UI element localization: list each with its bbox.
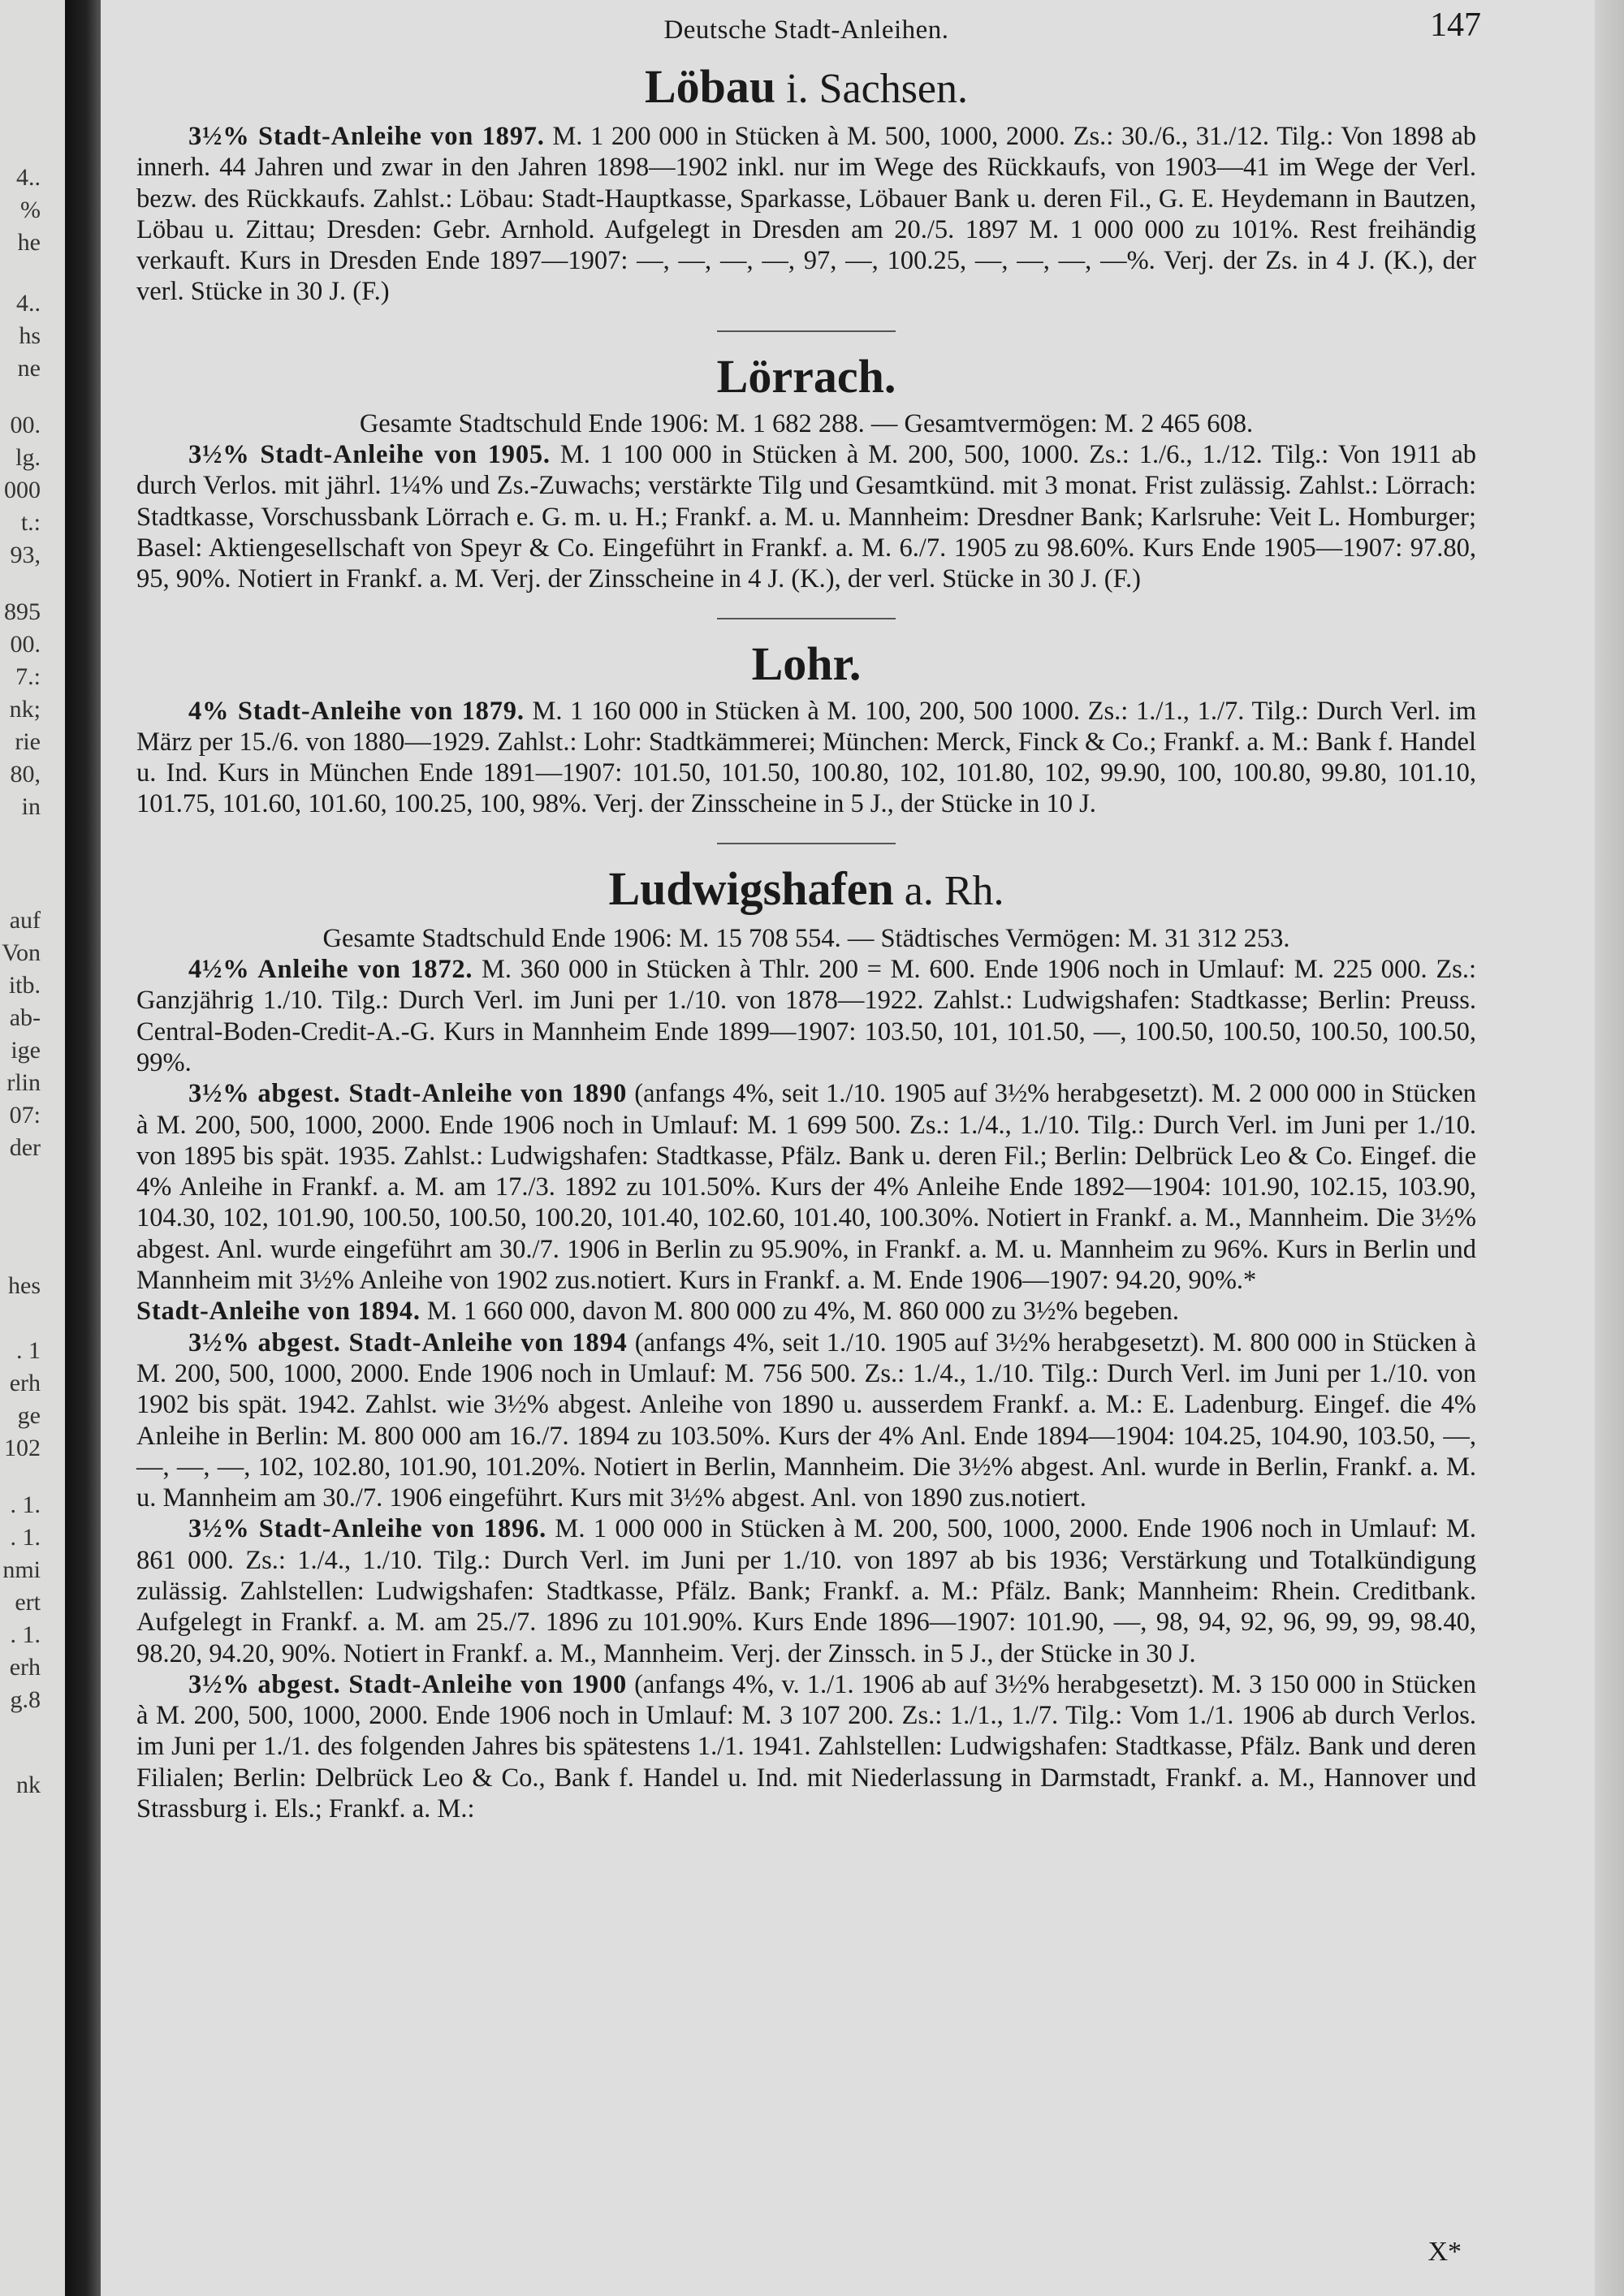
margin-fragment: 895 (4, 598, 41, 625)
margin-fragment: . 1 (16, 1337, 41, 1364)
margin-fragment: . 1. (10, 1621, 41, 1648)
loan-details: M. 360 000 in Stücken à Thlr. 200 = M. 600. Ende 1906 noch in Umlauf: M. 225 000. Zs.: Ganzjährig 1./10. Tilg.: Durch Verl. im Juni per 1./10. von 1878—1922. Zahlst.: Ludwigshafen: Stadtkasse; Berlin: Preuss. Central-Boden-Credit-A.-G. Kurs in Mannheim Ende 1899—1907: 103.50, 101, 101.50, —, 100.50, 100.50, 100.50, 100.50, 99%. (136, 955, 1476, 1077)
adjacent-page-fragment (0, 0, 65, 2296)
running-head (136, 6, 1481, 54)
loan-heading: 3½% Stadt-Anleihe von 1897. (188, 122, 545, 151)
margin-fragment: 102 (4, 1435, 41, 1461)
margin-fragment: 4.. (16, 290, 41, 317)
margin-fragment: 000 (4, 477, 41, 503)
loan-heading: 4% Stadt-Anleihe von 1879. (188, 696, 525, 726)
margin-fragment: t.: (20, 509, 41, 536)
margin-fragment: hes (8, 1272, 41, 1299)
margin-fragment: ige (11, 1037, 41, 1064)
margin-fragment: g.8 (10, 1686, 41, 1713)
margin-fragment: 00. (10, 631, 41, 658)
margin-fragment: 4.. (16, 164, 41, 191)
section-divider (717, 843, 896, 844)
margin-fragment: nmi (2, 1556, 41, 1583)
loan-entry (136, 1327, 1476, 1514)
margin-fragment: 80, (10, 761, 41, 788)
margin-fragment: auf (9, 907, 41, 934)
loan-details: (anfangs 4%, v. 1./1. 1906 ab auf 3½% herabgesetzt). M. 3 150 000 in Stücken à M. 200, 500, 1000, 2000. Ende 1906 noch in Umlauf: M. 3 107 200. Zs.: 1./1., 1./7. Tilg.: Vom 1./1. 1906 ab durch Verlos. im Juni per 1./1. des folgenden Jahres bis spätestens 1./1. 1941. Zahlstellen: Ludwigshafen: Stadtkasse, Pfälz. Bank und deren Filialen; Berlin: Delbrück Leo & Co., Bank f. Handel u. Ind. mit Niederlassung in Darmstadt, Frankf. a. M., Hannover und Strassburg i. Els.; Frankf. a. M.: (136, 1669, 1476, 1824)
margin-fragment: lg. (15, 444, 41, 471)
loan-heading: 3½% abgest. Stadt-Anleihe von 1890 (188, 1079, 628, 1109)
page-edge-shadow (1595, 0, 1624, 2296)
margin-fragment: he (17, 229, 41, 256)
margin-fragment: 93, (10, 542, 41, 568)
loan-details: M. 1 200 000 in Stücken à M. 500, 1000, 2000. Zs.: 30./6., 31./12. Tilg.: Von 1898 ab innerh. 44 Jahren und zwar in den Jahren 1898—1902 inkl. nur im Wege des Rückkaufs, von 1903—41 im Wege der Verl. bezw. des Rückkaufs. Zahlst.: Löbau: Stadt-Hauptkasse, Sparkasse, Löbauer Bank u. deren Fil., G. E. Heydemann in Bautzen, Löbau u. Zittau; Dresden: Gebr. Arnhold. Aufgelegt in Dresden am 20./5. 1897 M. 1 000 000 zu 101%. Rest freihändig verkauft. Kurs in Dresden Ende 1897—1907: —, —, —, —, 97, —, 100.25, —, —, —, —%. Verj. der Zs. in 4 J. (K.), der verl. Stücke in 30 J. (F.) (136, 122, 1477, 307)
margin-fragment: . 1. (10, 1524, 41, 1551)
loan-details: M. 1 000 000 in Stücken à M. 200, 500, 1000, 2000. Ende 1906 noch in Umlauf: M. 861 000. Zs.: 1./4., 1./10. Tilg.: Durch Verl. im Juni per 1./10. von 1897 ab bis 1936; Verstärkung und Totalkündigung zulässig. Zahlstellen: Ludwigshafen: Stadtkasse, Pfälz. Bank; Frankf. a. M.: Pfälz. Bank; Mannheim: Rhein. Creditbank. Aufgelegt in Frankf. a. M. am 25./7. 1896 zu 101.90%. Kurs Ende 1896—1907: 101.90, —, 98, 94, 92, 96, 99, 99, 98.40, 98.20, 94.20, 90%. Notiert in Frankf. a. M., Mannheim. Verj. der Zinssch. in 5 J., der Stücke in 30 J. (136, 1514, 1476, 1668)
section-title (136, 862, 1476, 918)
section-title-text: Löbau (644, 60, 776, 113)
book-page (101, 0, 1624, 2296)
margin-fragment: ge (17, 1402, 41, 1429)
section-title (136, 350, 1476, 404)
margin-fragment: in (21, 793, 41, 820)
loan-entry (136, 954, 1476, 1078)
margin-fragment: rie (15, 728, 41, 755)
margin-fragment: . 1. (10, 1491, 41, 1518)
margin-fragment: ab- (9, 1004, 41, 1031)
margin-fragment: erh (9, 1370, 41, 1396)
loan-entry (136, 1078, 1476, 1296)
signature-mark: X* (1427, 2237, 1462, 2267)
margin-fragment: nk; (9, 696, 41, 723)
section-title-suffix: a. Rh. (893, 867, 1004, 914)
margin-fragment: 00. (10, 412, 41, 438)
margin-fragment: itb. (8, 972, 41, 999)
section-title-suffix: i. Sachsen. (775, 66, 969, 112)
margin-fragment: nk (16, 1772, 41, 1798)
margin-fragment: 07: (9, 1102, 41, 1129)
margin-fragment: erh (9, 1654, 41, 1681)
margin-fragment: ne (17, 355, 41, 382)
loan-entry (136, 696, 1476, 820)
loan-details: M. 1 100 000 in Stücken à M. 200, 500, 1000. Zs.: 1./6., 1./12. Tilg.: Von 1911 ab durch Verlos. mit jährl. 1¼% und Zs.-Zuwachs; verstärkte Tilg und Gesamtkünd. mit 3 monat. Frist zulässig. Zahlst.: Lörrach: Stadtkasse, Vorschussbank Lörrach e. G. m. u. H.; Frankf. a. M. u. Mannheim: Dresdner Bank; Karlsruhe: Veit L. Homburger; Basel: Aktiengesellschaft von Speyr & Co. Eingeführt in Frankf. a. M. 6./7. 1905 zu 98.60%. Kurs Ende 1905—1907: 97.80, 95, 90%. Notiert in Frankf. a. M. Verj. der Zinsscheine in 4 J. (K.), der verl. Stücke in 30 J. (F.) (136, 440, 1476, 594)
loan-details: (anfangs 4%, seit 1./10. 1905 auf 3½% herabgesetzt). M. 2 000 000 in Stücken à M. 200, 500, 1000, 2000. Ende 1906 noch in Umlauf: M. 1 699 500. Zs.: 1./4., 1./10. Tilg.: Durch Verl. im Juni per 1./10. von 1895 bis spät. 1935. Zahlst.: Ludwigshafen: Stadtkasse, Pfälz. Bank u. deren Fil.; Berlin: Delbrück Leo & Co. Eingef. die 4% Anleihe in Frankf. a. M. am 17./3. 1892 zu 101.50%. Kurs der 4% Anleihe Ende 1892—1904: 101.90, 102.15, 103.90, 104.30, 102, 101.90, 100.50, 100.50, 100.20, 101.40, 102.60, 101.40, 100.30%. Notiert in Frankf. a. M., Mannheim. Die 3½% abgest. Anl. wurde eingeführt am 30./7. 1906 in Berlin zu 95.90%, in Frankf. a. M. u. Mannheim zu 96%. Kurs in Berlin und Mannheim mit 3½% Anleihe von 1902 zus.notiert. Kurs in Frankf. a. M. Ende 1906—1907: 94.20, 90%.* (136, 1079, 1476, 1296)
book-gutter (65, 0, 101, 2296)
loan-entry (136, 1296, 1476, 1327)
section-title (136, 60, 1476, 116)
section-divider (717, 330, 896, 332)
debt-summary: Gesamte Stadtschuld Ende 1906: M. 15 708 554. — Städtisches Vermögen: M. 31 312 253. (322, 923, 1290, 953)
margin-fragment: ert (15, 1589, 41, 1616)
loan-heading: 3½% abgest. Stadt-Anleihe von 1894 (188, 1327, 628, 1357)
loan-entry (136, 439, 1476, 594)
margin-fragment: hs (19, 322, 41, 349)
loan-details: (anfangs 4%, seit 1./10. 1905 auf 3½% herabgesetzt). M. 800 000 in Stücken à M. 200, 500, 1000, 2000. Ende 1906 noch in Umlauf: M. 756 500. Zs.: 1./4., 1./10. Tilg.: Durch Verl. im Juni per 1./10. von 1902 bis spät. 1942. Zahlst. wie 3½% abgest. Anleihe von 1890 u. ausserdem Frankf. a. M.: E. Ladenburg. Eingef. die 4% Anleihe in Berlin: M. 800 000 am 16./7. 1894 zu 103.50%. Kurs der 4% Anl. Ende 1894—1904: 104.25, 104.90, 103.50, —, —, —, —, 102, 102.80, 101.90, 101.20%. Notiert in Berlin, Mannheim. Die 3½% abgest. Anl. wurde in Berlin, Frankf. a. M. u. Mannheim am 30./7. 1906 eingeführt. Kurs mit 3½% abgest. Anl. von 1890 zus.notiert. (136, 1327, 1476, 1513)
debt-summary: Gesamte Stadtschuld Ende 1906: M. 1 682 288. — Gesamtvermögen: M. 2 465 608. (359, 408, 1254, 438)
loan-entry (136, 1669, 1476, 1824)
loan-heading: 3½% Stadt-Anleihe von 1896. (188, 1514, 547, 1544)
section-title-text: Lörrach. (716, 349, 896, 403)
sections-container (136, 60, 1476, 1824)
loan-heading: 3½% abgest. Stadt-Anleihe von 1900 (188, 1669, 628, 1699)
page-number: 147 (1430, 6, 1481, 44)
loan-heading: 4½% Anleihe von 1872. (188, 955, 473, 985)
margin-fragment: der (9, 1134, 41, 1161)
loan-heading: Stadt-Anleihe von 1894. (136, 1297, 421, 1327)
loan-details: M. 1 660 000, davon M. 800 000 zu 4%, M. 860 000 zu 3½% begeben. (420, 1297, 1180, 1327)
section-title (136, 637, 1476, 691)
margin-fragment: 7.: (15, 663, 41, 690)
running-head-title: Deutsche Stadt-Anleihen. (663, 15, 949, 45)
loan-details: M. 1 160 000 in Stücken à M. 100, 200, 500 1000. Zs.: 1./1., 1./7. Tilg.: Durch Verl. im März per 15./6. von 1880—1929. Zahlst.: Lohr: Stadtkämmerei; München: Merck, Finck & Co.; Frankf. a. M.: Bank f. Handel u. Ind. Kurs in München Ende 1891—1907: 101.50, 101.50, 100.80, 102, 101.80, 102, 99.90, 100, 100.80, 99.80, 101.10, 101.75, 101.60, 101.60, 100.25, 100, 98%. Verj. der Zinsscheine in 5 J., der Stücke in 10 J. (136, 696, 1476, 819)
page-content (136, 6, 1481, 1824)
margin-fragment: rlin (6, 1069, 41, 1096)
section-title-text: Ludwigshafen (608, 861, 894, 915)
loan-entry (136, 1513, 1476, 1668)
margin-fragment: % (20, 196, 41, 223)
section-divider (717, 618, 896, 619)
loan-heading: 3½% Stadt-Anleihe von 1905. (188, 440, 551, 470)
margin-fragment: Von (2, 939, 41, 966)
section-title-text: Lohr. (751, 637, 862, 690)
loan-entry (136, 121, 1476, 308)
